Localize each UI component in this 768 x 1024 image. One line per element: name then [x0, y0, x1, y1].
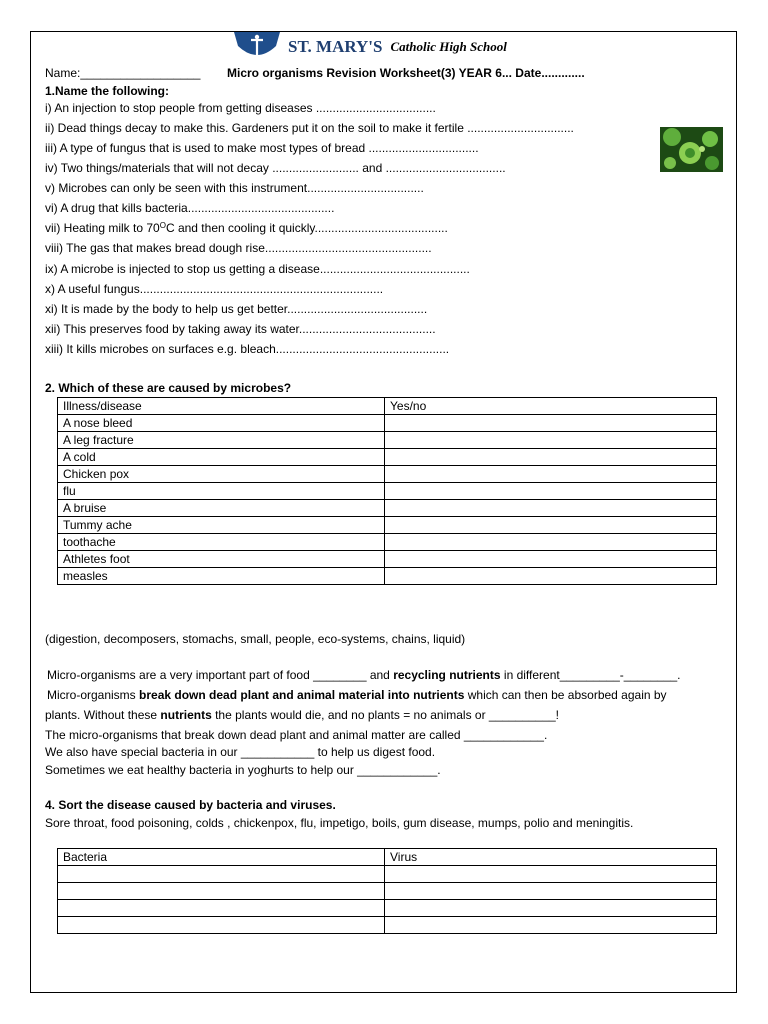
table-header-row [58, 398, 717, 415]
table-row [58, 866, 717, 883]
q4-heading: 4. Sort the disease caused by bacteria and viruses. [45, 798, 336, 812]
answer-cell[interactable] [385, 415, 717, 432]
answer-cell[interactable] [385, 517, 717, 534]
q1-item: xii) This preserves food by taking away its water......................................... [45, 322, 436, 336]
q1-item: xiii) It kills microbes on surfaces e.g. bleach.................................................... [45, 342, 450, 356]
table-row [58, 551, 717, 568]
q1-item: vi) A drug that kills bacteria............................................ [45, 201, 335, 215]
q1-item: viii) The gas that makes bread dough rise.................................................. [45, 241, 432, 255]
worksheet-title: Micro organisms Revision Worksheet(3) YEAR 6... Date............. [227, 66, 585, 80]
answer-cell[interactable] [58, 917, 385, 934]
answer-cell[interactable] [385, 551, 717, 568]
table-row [58, 449, 717, 466]
answer-cell[interactable] [58, 883, 385, 900]
answer-cell[interactable] [385, 500, 717, 517]
answer-cell[interactable] [385, 568, 717, 585]
q1-item: ii) Dead things decay to make this. Gardeners put it on the soil to make it fertile ................................ [45, 121, 574, 135]
answer-cell[interactable] [58, 866, 385, 883]
table-row [58, 517, 717, 534]
column-header: Illness/disease [58, 398, 385, 415]
cloze-line: Sometimes we eat healthy bacteria in yoghurts to help our ____________. [45, 763, 441, 777]
illness-cell: A cold [58, 449, 385, 466]
school-type: Catholic High School [390, 39, 507, 54]
cloze-line: We also have special bacteria in our ___________ to help us digest food. [45, 745, 436, 759]
table-header-row [58, 849, 717, 866]
table-row [58, 568, 717, 585]
header [232, 31, 507, 63]
table-row [58, 500, 717, 517]
answer-cell[interactable] [58, 900, 385, 917]
cloze-line: Micro-organisms are a very important part of food ________ and recycling nutrients in different_________-________. [47, 668, 681, 682]
disease-list: Sore throat, food poisoning, colds , chickenpox, flu, impetigo, boils, gum disease, mumps, polio and meningitis. [45, 816, 634, 830]
answer-cell[interactable] [385, 449, 717, 466]
illness-cell: flu [58, 483, 385, 500]
q1-item: iii) A type of fungus that is used to make most types of bread ................................. [45, 141, 479, 155]
q1-item: v) Microbes can only be seen with this instrument................................... [45, 181, 424, 195]
illness-cell: Athletes foot [58, 551, 385, 568]
table-row [58, 483, 717, 500]
answer-cell[interactable] [385, 466, 717, 483]
illness-cell: Tummy ache [58, 517, 385, 534]
word-bank: (digestion, decomposers, stomachs, small, people, eco-systems, chains, liquid) [45, 632, 466, 646]
q2-heading: 2. Which of these are caused by microbes? [45, 381, 292, 395]
answer-cell[interactable] [385, 432, 717, 449]
q1-item: i) An injection to stop people from getting diseases .................................... [45, 101, 436, 115]
q1-item: iv) Two things/materials that will not decay .......................... and .................................... [45, 161, 506, 175]
q1-item: ix) A microbe is injected to stop us getting a disease............................................. [45, 262, 470, 276]
table-row [58, 917, 717, 934]
cloze-line: plants. Without these nutrients the plants would die, and no plants = no animals or __________! [45, 708, 559, 722]
illness-cell: measles [58, 568, 385, 585]
name-field: Name:__________________ [45, 66, 201, 80]
column-header: Bacteria [58, 849, 385, 866]
column-header: Virus [385, 849, 717, 866]
cloze-line: The micro-organisms that break down dead plant and animal matter are called ____________. [45, 728, 548, 742]
illness-cell: A bruise [58, 500, 385, 517]
answer-cell[interactable] [385, 900, 717, 917]
answer-cell[interactable] [385, 883, 717, 900]
sort-table [57, 848, 717, 934]
illness-cell: A nose bleed [58, 415, 385, 432]
table-row [58, 883, 717, 900]
answer-cell[interactable] [385, 917, 717, 934]
column-header: Yes/no [385, 398, 717, 415]
microbes-table [57, 397, 717, 585]
illness-cell: A leg fracture [58, 432, 385, 449]
illness-cell: Chicken pox [58, 466, 385, 483]
answer-cell[interactable] [385, 483, 717, 500]
cloze-line: Micro-organisms break down dead plant and animal material into nutrients which can then be absorbed again by [47, 688, 667, 702]
answer-cell[interactable] [385, 866, 717, 883]
table-row [58, 415, 717, 432]
illness-cell: toothache [58, 534, 385, 551]
answer-cell[interactable] [385, 534, 717, 551]
microbe-image [660, 127, 723, 172]
table-row [58, 432, 717, 449]
q1-heading: 1.Name the following: [45, 84, 170, 98]
q1-item: vii) Heating milk to $70^OC$ and then cooling it quickly........................................ [45, 221, 448, 235]
school-crest-logo [232, 32, 282, 62]
q1-item: xi) It is made by the body to help us get better.......................................... [45, 302, 428, 316]
table-row [58, 466, 717, 483]
school-name: ST. MARY'S [288, 37, 383, 56]
table-row [58, 900, 717, 917]
table-row [58, 534, 717, 551]
q1-item: x) A useful fungus......................................................................... [45, 282, 384, 296]
